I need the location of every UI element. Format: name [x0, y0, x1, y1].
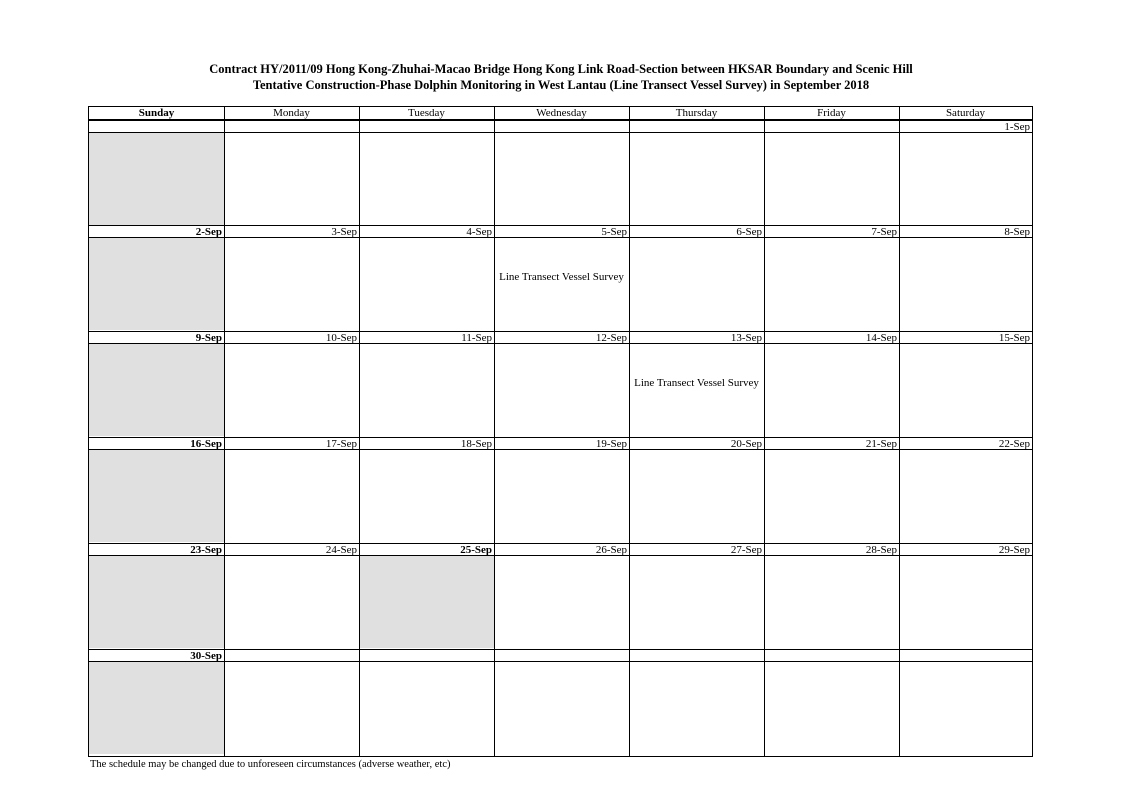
shaded-day-cell	[89, 133, 224, 225]
date-label	[224, 121, 359, 133]
column-divider	[629, 107, 630, 756]
weekday-header-thursday: Thursday	[675, 107, 718, 119]
survey-event: Line Transect Vessel Survey	[499, 271, 624, 283]
weekday-header-wednesday: Wednesday	[536, 107, 587, 119]
date-label: 12-Sep	[595, 332, 627, 344]
date-label	[359, 121, 494, 133]
date-label: 14-Sep	[865, 332, 897, 344]
date-label: 16-Sep	[190, 438, 222, 450]
date-label: 17-Sep	[325, 438, 357, 450]
shaded-day-cell	[360, 556, 494, 648]
column-divider	[359, 107, 360, 756]
date-label: 6-Sep	[736, 226, 762, 238]
shaded-day-cell	[89, 662, 224, 754]
weekday-header-tuesday: Tuesday	[408, 107, 445, 119]
date-label	[629, 650, 764, 662]
date-label: 13-Sep	[730, 332, 762, 344]
column-divider	[494, 107, 495, 756]
date-label: 5-Sep	[601, 226, 627, 238]
weekday-header-saturday: Saturday	[945, 107, 986, 119]
date-label: 26-Sep	[595, 544, 627, 556]
survey-event: Line Transect Vessel Survey	[634, 377, 759, 389]
date-label: 24-Sep	[325, 544, 357, 556]
calendar-grid	[88, 106, 1033, 757]
weekday-header-sunday: Sunday	[138, 107, 175, 119]
date-label: 2-Sep	[195, 226, 222, 238]
date-label: 22-Sep	[998, 438, 1030, 450]
date-label	[494, 650, 629, 662]
shaded-day-cell	[89, 450, 224, 542]
weekday-header-row	[89, 107, 1032, 120]
weekday-header-monday: Monday	[273, 107, 310, 119]
date-label	[764, 121, 899, 133]
date-label	[494, 121, 629, 133]
document-title: Contract HY/2011/09 Hong Kong-Zhuhai-Macao Bridge Hong Kong Link Road-Section between HKSAR Boundary and Scenic Hill	[209, 62, 913, 76]
date-label	[224, 650, 359, 662]
date-label	[629, 121, 764, 133]
date-label: 28-Sep	[865, 544, 897, 556]
date-label: 7-Sep	[871, 226, 897, 238]
date-label: 21-Sep	[865, 438, 897, 450]
date-label: 10-Sep	[325, 332, 357, 344]
shaded-day-cell	[89, 344, 224, 436]
date-label	[764, 650, 899, 662]
date-label: 29-Sep	[998, 544, 1030, 556]
date-label: 27-Sep	[730, 544, 762, 556]
date-label	[89, 121, 224, 133]
date-label: 4-Sep	[466, 226, 492, 238]
date-label: 9-Sep	[195, 332, 222, 344]
date-label: 30-Sep	[190, 650, 222, 662]
weekday-header-friday: Friday	[817, 107, 846, 119]
date-label	[359, 650, 494, 662]
date-label: 11-Sep	[461, 332, 492, 344]
date-label: 15-Sep	[998, 332, 1030, 344]
date-label: 18-Sep	[460, 438, 492, 450]
date-label: 8-Sep	[1004, 226, 1030, 238]
date-label	[899, 650, 1032, 662]
document-subtitle: Tentative Construction-Phase Dolphin Monitoring in West Lantau (Line Transect Vessel Survey) in September 2018	[252, 78, 870, 92]
date-label: 20-Sep	[730, 438, 762, 450]
date-label: 3-Sep	[331, 226, 357, 238]
footnote: The schedule may be changed due to unforeseen circumstances (adverse weather, etc)	[90, 759, 451, 770]
date-label: 23-Sep	[190, 544, 222, 556]
column-divider	[224, 107, 225, 756]
date-label: 19-Sep	[595, 438, 627, 450]
date-label: 1-Sep	[1004, 121, 1030, 133]
column-divider	[764, 107, 765, 756]
column-divider	[899, 107, 900, 756]
shaded-day-cell	[89, 556, 224, 648]
date-label: 25-Sep	[460, 544, 492, 556]
shaded-day-cell	[89, 238, 224, 330]
